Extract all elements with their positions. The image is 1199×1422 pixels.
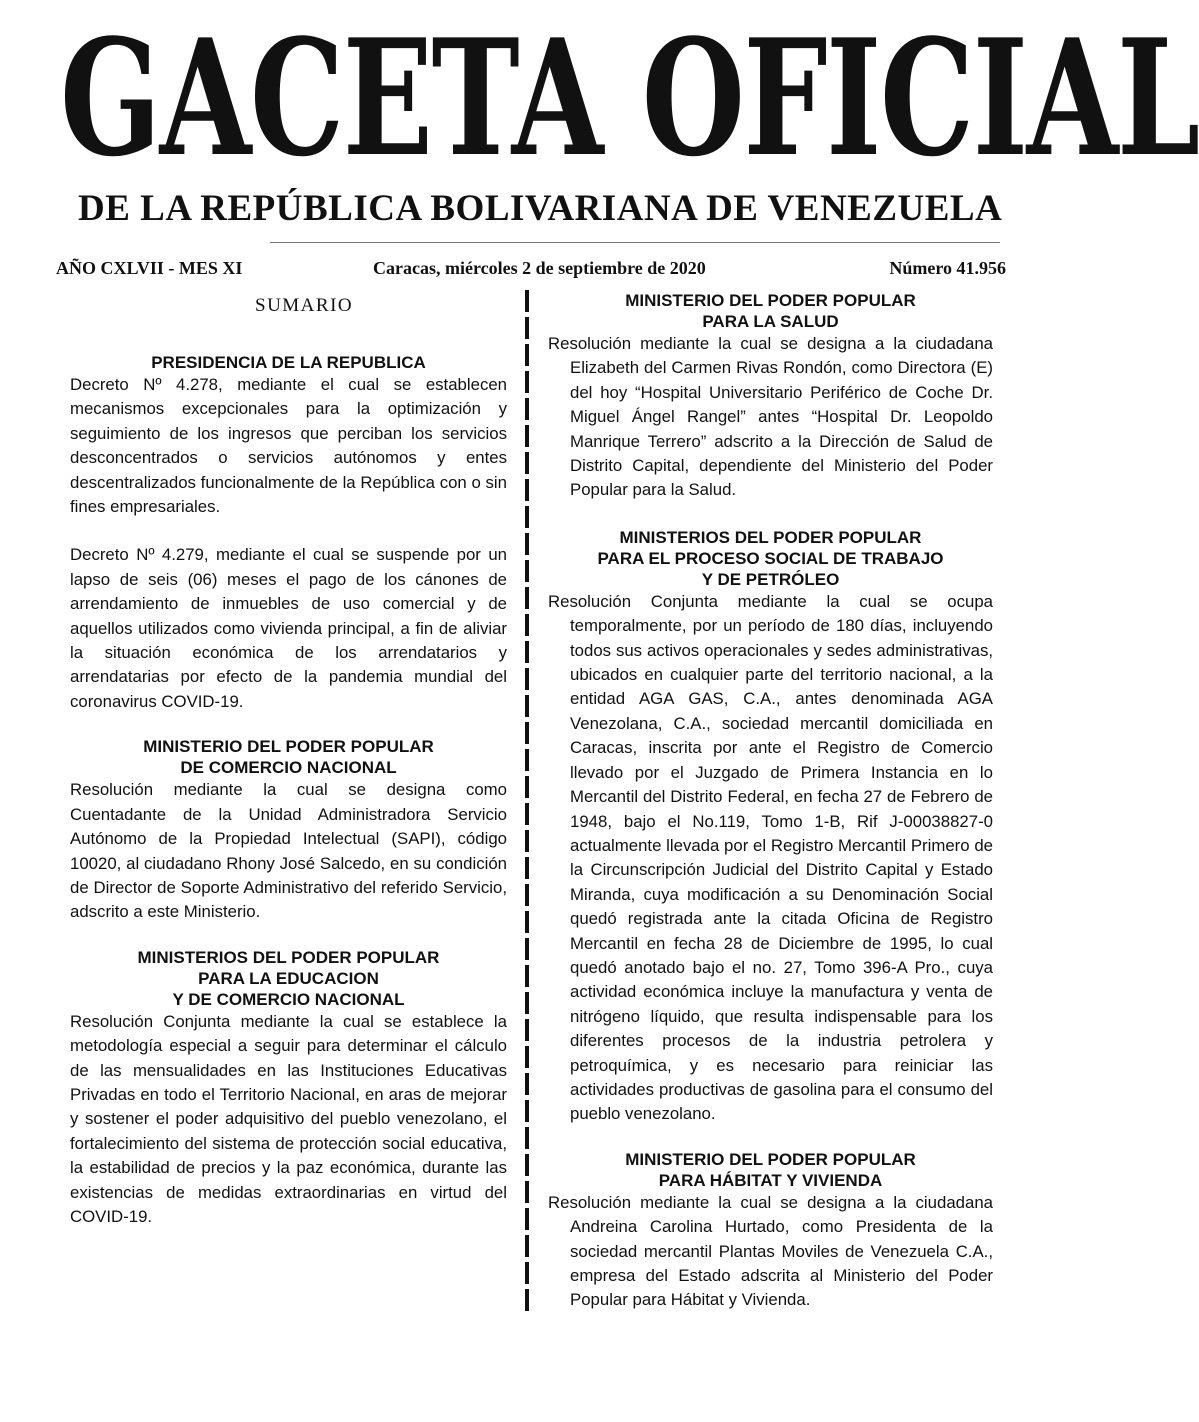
summary-entry: Resolución mediante la cual se designa a la ciudadana Elizabeth del Carmen Rivas Rondón, como Directora (E) del hoy “Hospital Universitario Periférico de Coche Dr. Miguel Ángel Rangel” antes “Hospital Dr. Leopoldo Manrique Terrero” adscrito a la Dirección de Salud de Distrito Capital, dependiente del Ministerio del Poder Popular para la Salud. xyxy=(548,334,993,500)
column-divider xyxy=(525,290,529,1312)
section-heading: PARA LA EDUCACION xyxy=(198,968,379,988)
summary-section-salud xyxy=(548,290,993,503)
section-heading: MINISTERIOS DEL PODER POPULAR xyxy=(619,527,922,547)
masthead-title: GACETA OFICIAL xyxy=(60,4,1199,192)
section-heading: Y DE COMERCIO NACIONAL xyxy=(172,989,405,1009)
summary-entry: Resolución Conjunta mediante la cual se ocupa temporalmente, por un período de 180 días, incluyendo todos sus activos operacionales y sedes administrativas, ubicados en cualquier parte del territorio nacional, a la entidad AGA GAS, C.A., antes denominada AGA Venezolana, C.A., sociedad mercantil domiciliada en Caracas, inscrita por ante el Registro de Comercio llevado por el Juzgado de Primera Instancia en lo Mercantil del Distrito Federal, en fecha 27 de Febrero de 1948, bajo el No.119, Tomo 1-B, Rif J-00038827-0 actualmente llevada por el Registro Mercantil Primero de la Circunscripción Judicial del Distrito Capital y Estado Miranda, cuya modificación a su Denominación Social quedó registrada ante la citada Oficina de Registro Mercantil en fecha 28 de Diciembre de 1995, lo cual quedó anotado bajo el no. 27, Tomo 396-A Pro., cuya actividad económica incluye la manufactura y venta de nitrógeno líquido, que resulta indispensable para los diferentes procesos de la industria petrolera y petroquímica, y es necesario para reiniciar las actividades productivas de gasolina para el consumo del pueblo venezolano. xyxy=(548,591,993,1124)
section-heading: MINISTERIOS DEL PODER POPULAR xyxy=(137,947,440,967)
section-heading: Y DE PETRÓLEO xyxy=(701,569,840,589)
issue-number: Número 41.956 xyxy=(889,258,1006,278)
summary-section-presidencia xyxy=(70,352,507,714)
issue-line xyxy=(56,256,1006,280)
section-heading: PARA LA SALUD xyxy=(702,312,839,331)
section-heading: DE COMERCIO NACIONAL xyxy=(180,758,397,778)
summary-entry: Decreto Nº 4.279, mediante el cual se suspende por un lapso de seis (06) meses el pago de los cánones de arrendamiento de inmuebles de uso comercial y de aquellos utilizados como vivienda principal, a fin de aliviar la situación económica de los arrendatarios y arrendatarias por efecto de la pandemia mundial del coronavirus COVID-19. xyxy=(70,545,507,711)
issue-place-date: Caracas, miércoles 2 de septiembre de 2020 xyxy=(373,258,706,278)
section-heading: PARA HÁBITAT Y VIVIENDA xyxy=(658,1170,883,1190)
masthead-subtitle: DE LA REPÚBLICA BOLIVARIANA DE VENEZUELA xyxy=(78,188,1003,229)
summary-entry: Decreto Nº 4.278, mediante el cual se establecen mecanismos excepcionales para la optimización y seguimiento de los ingresos que perciban los servicios desconcentrados o servicios autónomos y entes descentralizados funcionalmente de la República con o sin fines empresariales. xyxy=(70,375,507,517)
section-heading: MINISTERIO DEL PODER POPULAR xyxy=(625,1149,916,1169)
summary-entry: Resolución mediante la cual se designa como Cuentadante de la Unidad Administradora Servicio Autónomo de la Propiedad Intelectual (SAPI), código 10020, al ciudadano Rhony José Salcedo, en su condición de Director de Soporte Administrativo del referido Servicio, adscrito a este Ministerio. xyxy=(70,780,507,922)
section-heading: MINISTERIO DEL PODER POPULAR xyxy=(625,291,916,310)
summary-section-comercio-nacional xyxy=(70,736,507,924)
summary-left-column xyxy=(70,290,507,1229)
section-heading: PRESIDENCIA DE LA REPUBLICA xyxy=(151,353,426,372)
summary-right-column xyxy=(548,290,993,1313)
summary-section-trabajo-petroleo xyxy=(548,527,993,1127)
header-rule xyxy=(270,242,1000,243)
issue-year-month: AÑO CXLVII - MES XI xyxy=(56,258,243,278)
summary-section-habitat-vivienda xyxy=(548,1149,993,1313)
summary-entry: Resolución Conjunta mediante la cual se establece la metodología especial a seguir para determinar el cálculo de las mensualidades en las Instituciones Educativas Privadas en todo el Territorio Nacional, en aras de mejorar y sostener el poder adquisitivo del pueblo venezolano, el fortalecimiento del sistema de protección social educativa, la estabilidad de precios y la paz económica, durante las existencias de medidas extraordinarias en virtud del COVID-19. xyxy=(70,1011,507,1226)
summary-heading: SUMARIO xyxy=(255,295,354,316)
summary-section-educacion-comercio xyxy=(70,947,507,1230)
summary-entry: Resolución mediante la cual se designa a la ciudadana Andreina Carolina Hurtado, como Presidenta de la sociedad mercantil Plantas Moviles de Venezuela C.A., empresa del Estado adscrita al Ministerio del Poder Popular para Hábitat y Vivienda. xyxy=(548,1192,993,1310)
section-heading: PARA EL PROCESO SOCIAL DE TRABAJO xyxy=(597,548,944,568)
section-heading: MINISTERIO DEL PODER POPULAR xyxy=(143,737,434,757)
